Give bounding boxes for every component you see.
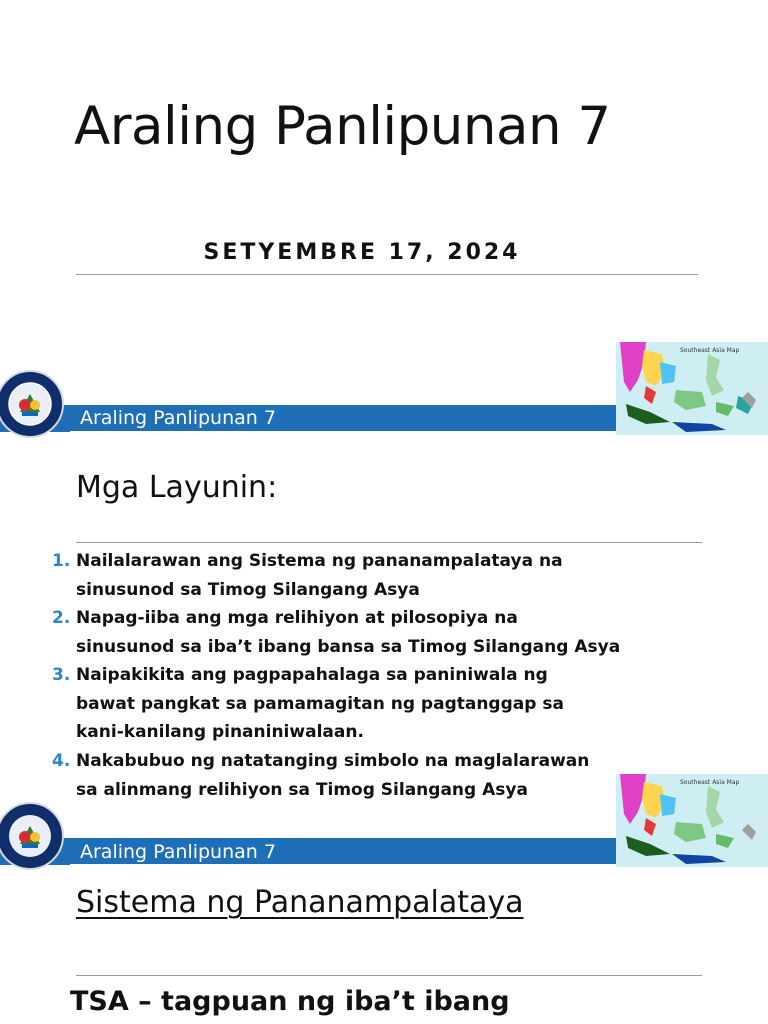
southeast-asia-map-icon — [616, 774, 768, 867]
slide1-divider — [76, 274, 698, 275]
objective-text: Nakabubuo ng natatanging simbolo na maglalarawan — [76, 751, 590, 771]
objective-number: 3. — [52, 665, 71, 685]
objective-text: Napag-iiba ang mga relihiyon at pilosopiya na — [76, 608, 518, 628]
slide3-heading: Sistema ng Pananampalataya — [76, 885, 524, 920]
objective-number: 4. — [52, 751, 71, 771]
slide1-date: SETYEMBRE 17, 2024 — [203, 240, 521, 265]
objective-text: Naipakikita ang pagpapahalaga sa paniniwala ng — [76, 665, 548, 685]
slide3-divider — [76, 975, 702, 976]
banner-label: Araling Panlipunan 7 — [80, 841, 276, 863]
objective-text: sa alinmang relihiyon sa Timog Silangang Asya — [76, 779, 528, 800]
objective-item — [52, 747, 672, 804]
slide1-title: Araling Panlipunan 7 — [74, 96, 611, 157]
slide2-divider — [76, 542, 702, 543]
banner-underline — [70, 864, 616, 866]
objective-number: 2. — [52, 608, 71, 628]
banner-underline — [70, 431, 616, 433]
southeast-asia-map-icon — [616, 342, 768, 435]
map-title: Southeast Asia Map — [680, 347, 740, 354]
slide2-heading: Mga Layunin: — [76, 470, 278, 505]
objective-text: sinusunod sa iba’t ibang bansa sa Timog Silangang Asya — [76, 636, 621, 657]
map-title: Southeast Asia Map — [680, 779, 740, 786]
objective-text: bawat pangkat sa pamamagitan ng pagtanggap sa — [76, 693, 564, 714]
objective-number: 1. — [52, 551, 71, 571]
banner-label: Araling Panlipunan 7 — [80, 407, 276, 429]
objective-text: sinusunod sa Timog Silangang Asya — [76, 579, 420, 600]
slide3-text: TSA – tagpuan ng iba’t ibang — [70, 986, 510, 1017]
objective-item — [52, 661, 672, 747]
objective-item — [52, 604, 672, 661]
objective-text: kani-kanilang pinaniniwalaan. — [76, 722, 364, 742]
objective-item — [52, 547, 672, 604]
objective-text: Nailalarawan ang Sistema ng pananampalataya na — [76, 551, 563, 571]
